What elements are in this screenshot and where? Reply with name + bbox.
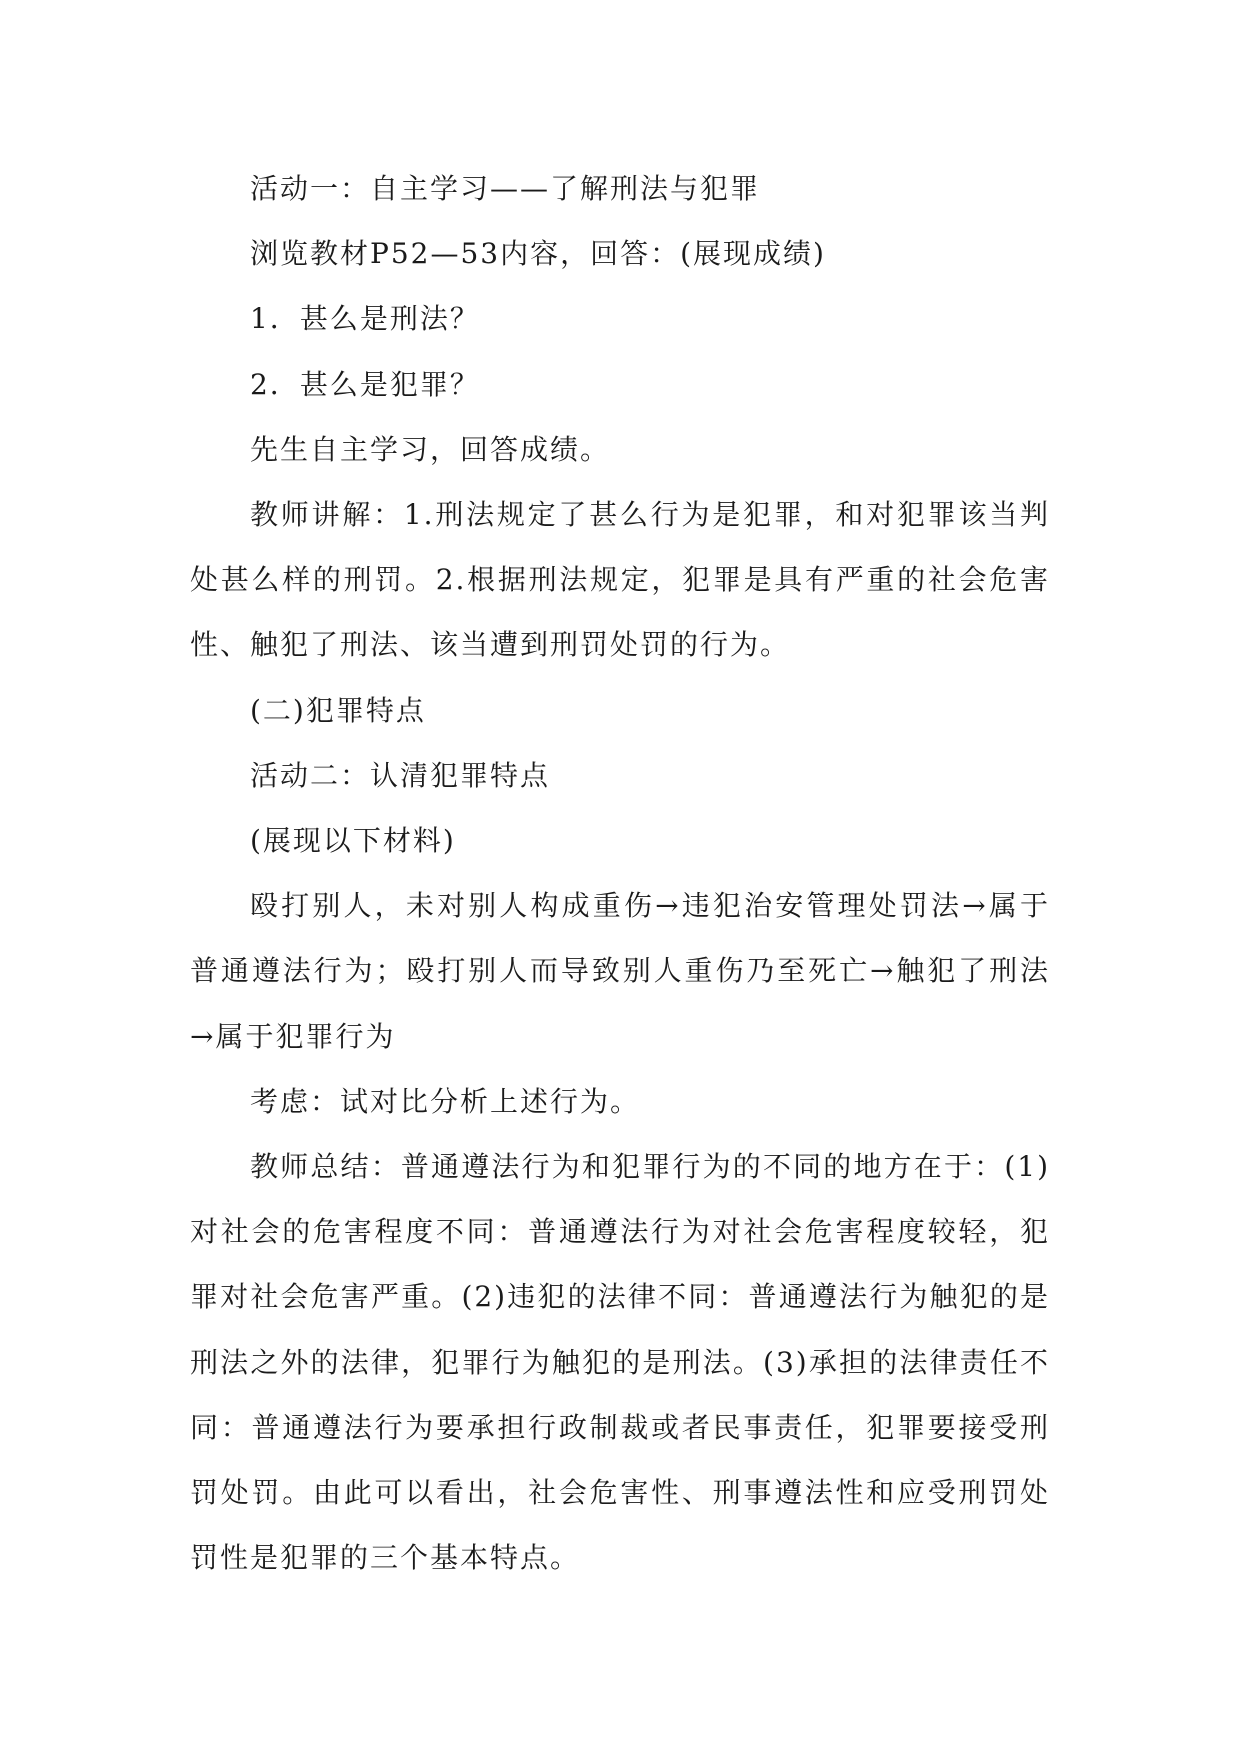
paragraph-teacher-summary: 教师总结：普通遵法行为和犯罪行为的不同的地方在于：(1)对社会的危害程度不同：普通遵法行为对社会危害程度较轻，犯罪对社会危害严重。(2)违犯的法律不同：普通遵法行为触犯的是刑法之外的法律，犯罪行为触犯的是刑法。(3)承担的法律责任不同：普通遵法行为要承担行政制裁或者民事责任，犯罪要接受刑罚处罚。由此可以看出，社会危害性、刑事遵法性和应受刑罚处罚性是犯罪的三个基本特点。 xyxy=(190,1150,1050,1575)
paragraph-teacher-explanation: 教师讲解：1.刑法规定了甚么行为是犯罪，和对犯罪该当判处甚么样的刑罚。2.根据刑法规定，犯罪是具有严重的社会危害性、触犯了刑法、该当遭到刑罚处罚的行为。 xyxy=(190,498,1050,662)
paragraph-show-material: (展现以下材料) xyxy=(250,824,456,858)
paragraph-activity-one-heading: 活动一：自主学习——了解刑法与犯罪 xyxy=(250,172,761,205)
paragraph-consider: 考虑：试对比分析上述行为。 xyxy=(250,1084,641,1118)
paragraph-material-example: 殴打别人，未对别人构成重伤→违犯治安管理处罚法→属于普通遵法行为；殴打别人而导致别人重伤乃至死亡→触犯了刑法→属于犯罪行为 xyxy=(190,889,1050,1053)
paragraph-textbook-instruction: 浏览教材P52—53内容，回答：(展现成绩) xyxy=(250,237,826,271)
paragraph-student-study: 先生自主学习，回答成绩。 xyxy=(250,432,611,466)
paragraph-question-1: 1．甚么是刑法？ xyxy=(250,302,480,336)
paragraph-activity-two-heading: 活动二：认清犯罪特点 xyxy=(250,758,551,792)
paragraph-section-crime-features: (二)犯罪特点 xyxy=(250,693,426,727)
paragraph-question-2: 2．甚么是犯罪？ xyxy=(250,367,480,401)
document-body xyxy=(190,156,1050,1590)
